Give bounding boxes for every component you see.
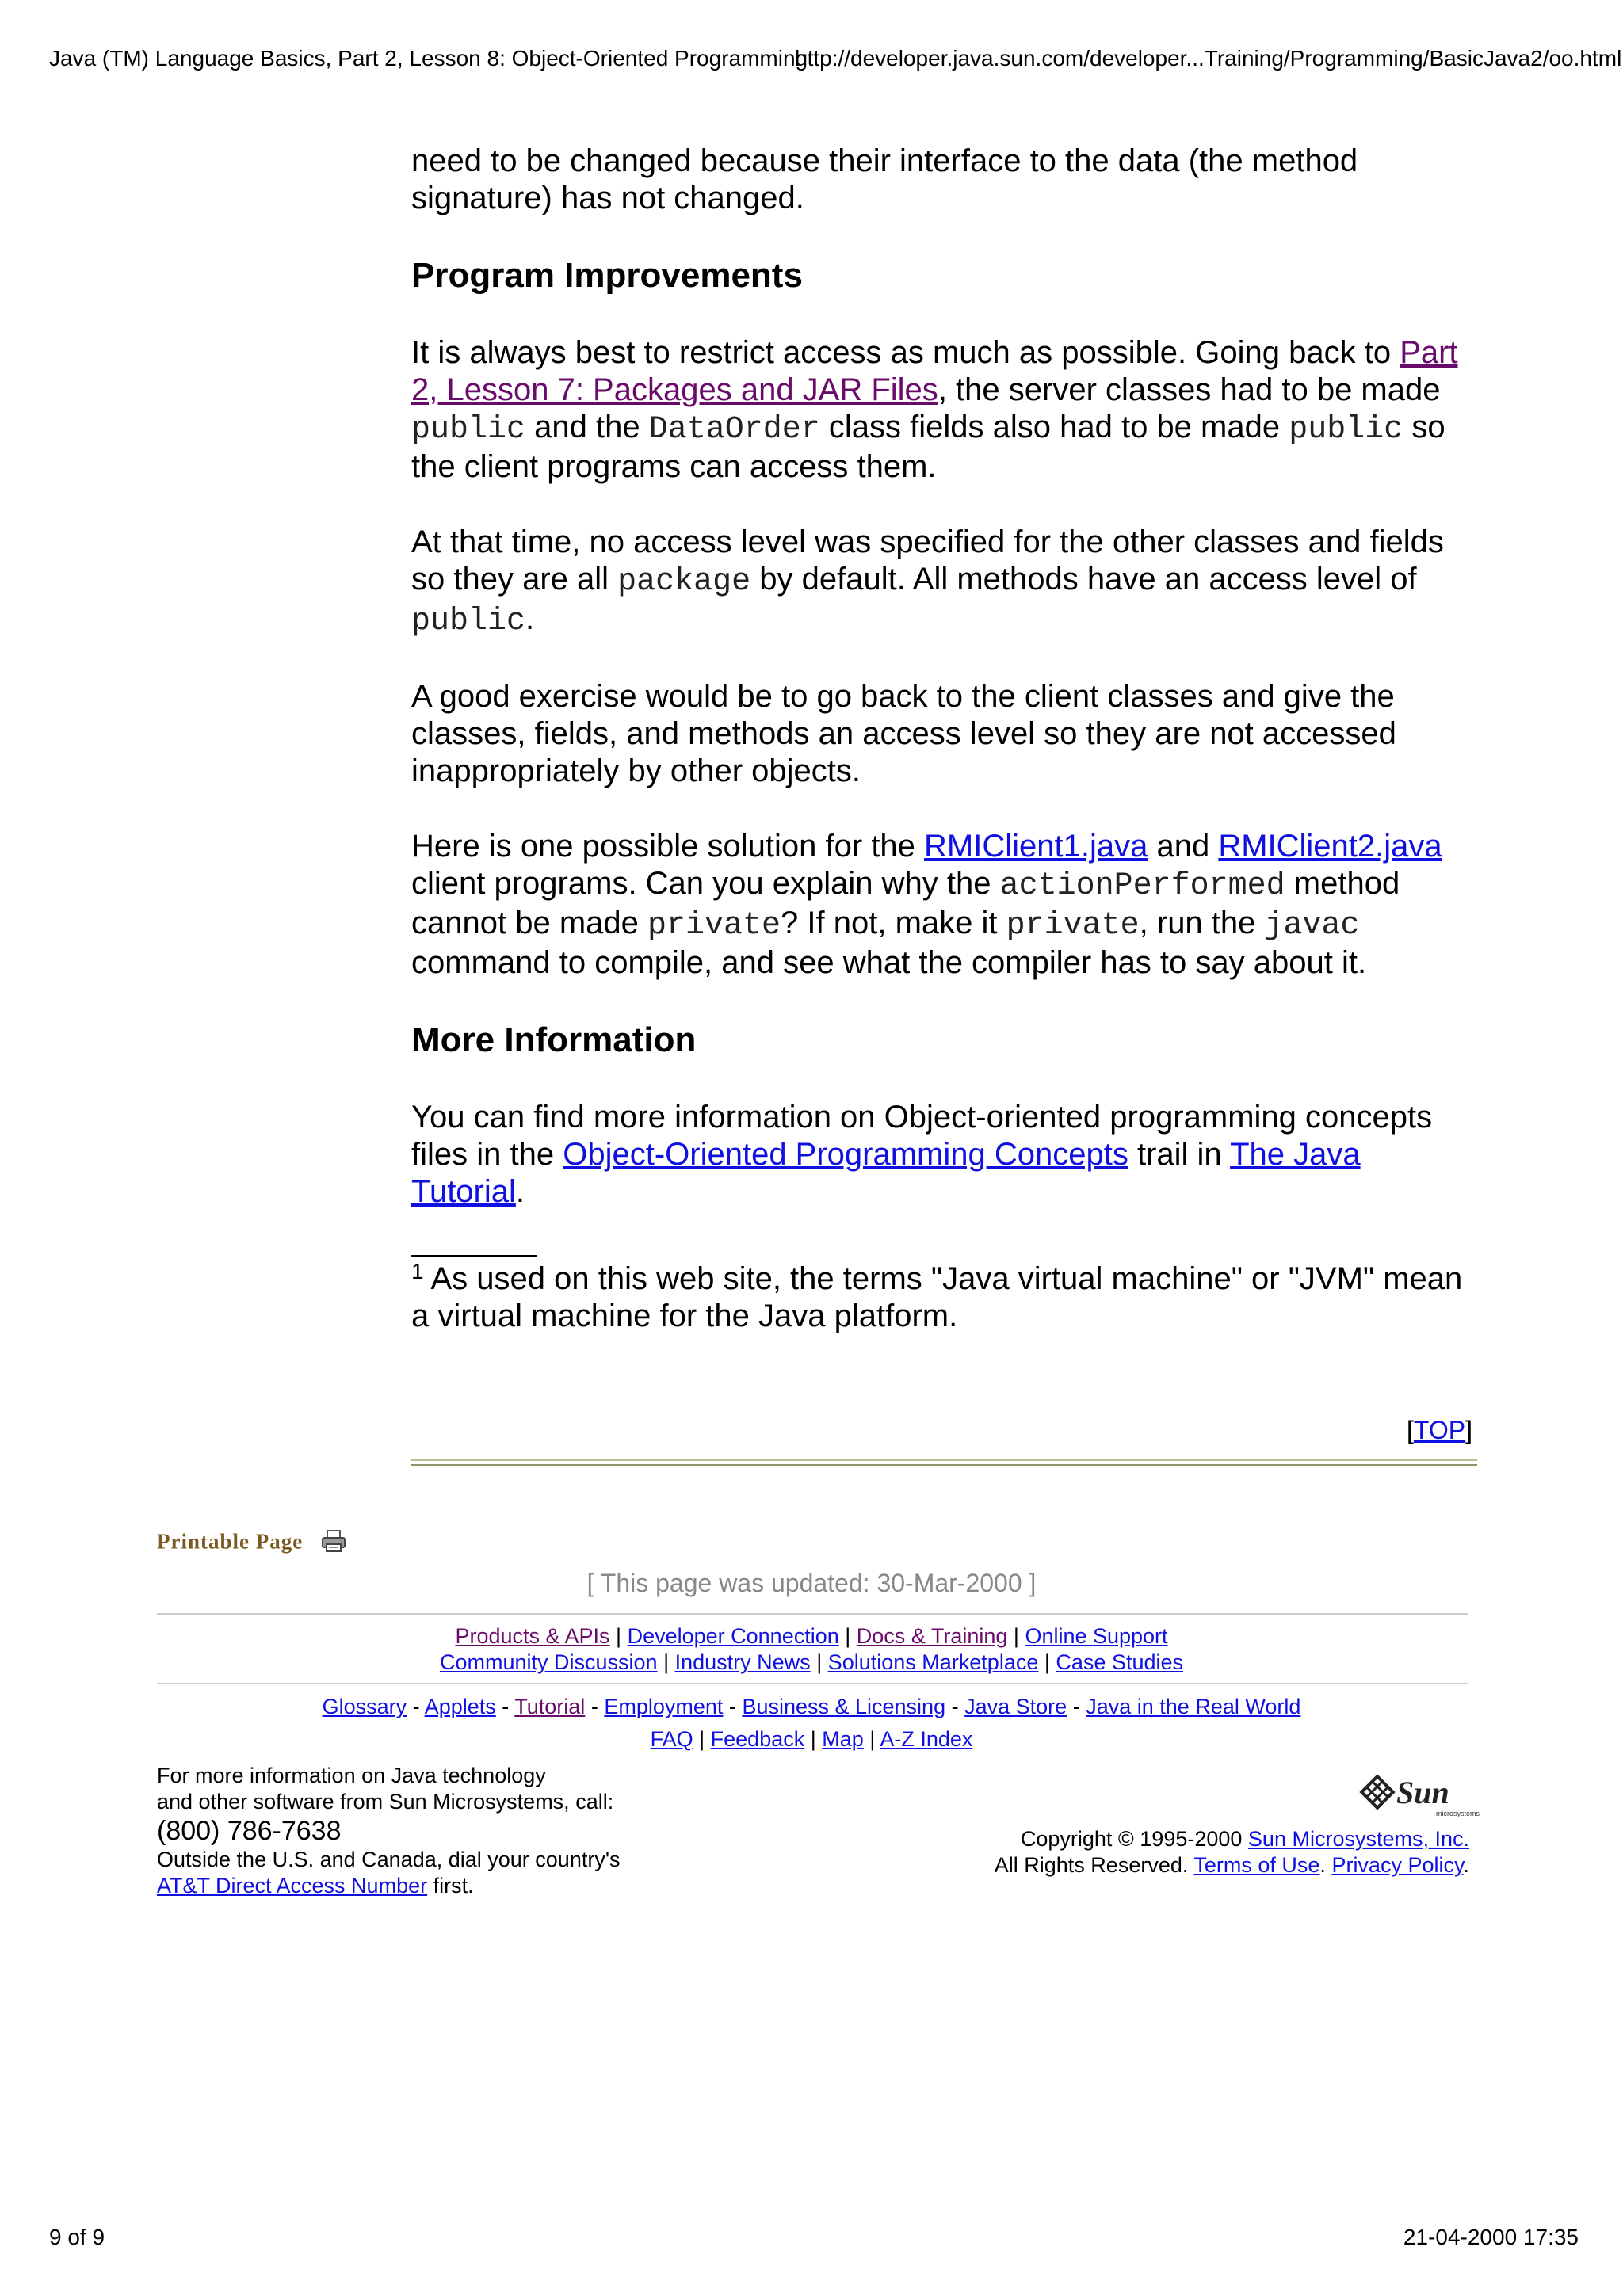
nav-business-licensing[interactable]: Business & Licensing (742, 1695, 946, 1718)
separator: | (845, 1624, 851, 1648)
text: client programs. Can you explain why the (411, 866, 1000, 901)
text: . (515, 1174, 525, 1209)
top-link-wrapper (1407, 1416, 1472, 1445)
sun-microsystems-link[interactable]: Sun Microsystems, Inc. (1247, 1827, 1469, 1851)
code-public: public (1289, 412, 1403, 448)
nav-solutions-marketplace[interactable]: Solutions Marketplace (827, 1650, 1039, 1674)
contact-phone: (800) 786-7638 (157, 1816, 342, 1846)
content-divider (411, 1459, 1477, 1466)
printer-icon (320, 1529, 347, 1558)
bracket: [ (1407, 1416, 1414, 1444)
separator: | (816, 1650, 823, 1674)
link-lesson7[interactable]: Part 2, Lesson 7: Packages and JAR Files (411, 335, 1458, 407)
text: Here is one possible solution for the (411, 829, 925, 864)
link-rmiclient1[interactable]: RMIClient1.java (924, 829, 1148, 864)
footer-nav-help (0, 1727, 1623, 1752)
code-public: public (411, 604, 526, 639)
code-javac: javac (1264, 908, 1360, 944)
contact-line: For more information on Java technology (157, 1764, 546, 1787)
intro-paragraph: need to be changed because their interface to the data (the method signature) has not changed. (411, 143, 1358, 215)
paragraph-exercise: A good exercise would be to go back to the client classes and give the classes, fields, and methods an access level so they are not accessed inappropriately by other objects. (411, 679, 1396, 788)
footnote-rule (411, 1255, 537, 1257)
separator: | (810, 1727, 816, 1751)
separator: - (590, 1695, 598, 1718)
text: You can find more information on Object-oriented programming concepts files in the (411, 1100, 1433, 1172)
text: and the (525, 410, 649, 444)
copyright (995, 1826, 1469, 1878)
article-body (411, 143, 1481, 1373)
top-link[interactable]: TOP (1413, 1416, 1466, 1444)
footnote-number: 1 (411, 1259, 424, 1283)
code-public: public (411, 412, 526, 448)
footer-nav-secondary (0, 1650, 1623, 1675)
nav-feedback[interactable]: Feedback (710, 1727, 805, 1751)
text: and (1148, 829, 1219, 864)
separator: | (1013, 1624, 1019, 1648)
separator: - (951, 1695, 959, 1718)
separator: | (869, 1727, 876, 1751)
code-package: package (617, 564, 751, 600)
contact-line: Outside the U.S. and Canada, dial your country's (157, 1848, 621, 1871)
nav-az-index[interactable]: A-Z Index (880, 1727, 973, 1751)
separator: - (412, 1695, 420, 1718)
paragraph-restrict-access (411, 334, 1481, 486)
sun-logo-text: Sun (1396, 1775, 1449, 1810)
code-dataorder: DataOrder (648, 412, 820, 448)
code-actionperformed: actionPerformed (999, 868, 1285, 904)
separator: - (1072, 1695, 1080, 1718)
print-datetime: 21-04-2000 17:35 (1403, 2225, 1579, 2249)
text: first. (427, 1874, 474, 1897)
nav-developer-connection[interactable]: Developer Connection (627, 1624, 839, 1648)
text: It is always best to restrict access as much as possible. Going back to (411, 335, 1400, 370)
printable-page-button[interactable] (157, 1529, 347, 1558)
text: method cannot be made (411, 866, 1400, 940)
text: Copyright © 1995-2000 (1020, 1827, 1248, 1851)
sun-logo-mark (1361, 1776, 1393, 1808)
nav-java-store[interactable]: Java Store (964, 1695, 1067, 1718)
nav-faq[interactable]: FAQ (650, 1727, 693, 1751)
heading-program-improvements: Program Improvements (411, 256, 803, 295)
text: All Rights Reserved. (994, 1853, 1194, 1877)
separator: | (699, 1727, 705, 1751)
footer-divider (157, 1683, 1468, 1684)
text: . (1463, 1853, 1469, 1877)
contact-info (157, 1763, 620, 1899)
bracket: ] (1465, 1416, 1472, 1444)
paragraph-more-info (411, 1099, 1481, 1211)
text: by default. All methods have an access level of (750, 562, 1417, 597)
contact-line: and other software from Sun Microsystems, call: (157, 1790, 614, 1814)
link-rmiclient2[interactable]: RMIClient2.java (1218, 829, 1442, 864)
print-header-url: http://developer.java.sun.com/developer...Training/Programming/BasicJava2/oo.html (795, 46, 1622, 71)
separator: - (728, 1695, 736, 1718)
nav-online-support[interactable]: Online Support (1025, 1624, 1168, 1648)
footer-divider (157, 1613, 1468, 1615)
copyright-line (995, 1852, 1469, 1878)
code-private: private (647, 908, 781, 944)
footnote (411, 1261, 1481, 1335)
footer-nav-primary (0, 1624, 1623, 1649)
privacy-policy-link[interactable]: Privacy Policy (1331, 1853, 1464, 1877)
nav-glossary[interactable]: Glossary (322, 1695, 407, 1718)
print-page-number: 9 of 9 (49, 2225, 105, 2249)
footer-nav-resources (0, 1695, 1623, 1719)
contact-line (157, 1873, 620, 1899)
footnote-text: As used on this web site, the terms "Java virtual machine" or "JVM" mean a virtual machine for the Java platform. (411, 1261, 1463, 1333)
nav-community-discussion[interactable]: Community Discussion (439, 1650, 658, 1674)
link-oop-concepts[interactable]: Object-Oriented Programming Concepts (563, 1137, 1128, 1172)
text: At that time, no access level was specified for the other classes and fields so they are all (411, 524, 1444, 597)
code-private: private (1006, 908, 1140, 944)
print-header-title: Java (TM) Language Basics, Part 2, Lesson 8: Object-Oriented Programming (49, 46, 808, 71)
text: so the client programs can access them. (411, 410, 1445, 484)
sun-logo-sub: microsystems (1436, 1810, 1480, 1817)
text: ? If not, make it (781, 906, 1006, 940)
nav-industry-news[interactable]: Industry News (674, 1650, 811, 1674)
nav-employment[interactable]: Employment (604, 1695, 724, 1718)
nav-docs-training[interactable]: Docs & Training (856, 1624, 1008, 1648)
att-direct-access-link[interactable]: AT&T Direct Access Number (157, 1874, 428, 1897)
text: trail in (1128, 1137, 1231, 1172)
heading-more-information: More Information (411, 1020, 697, 1059)
nav-tutorial[interactable]: Tutorial (514, 1695, 586, 1718)
separator: | (663, 1650, 670, 1674)
copyright-line (995, 1826, 1469, 1852)
nav-map[interactable]: Map (822, 1727, 864, 1751)
terms-of-use-link[interactable]: Terms of Use (1193, 1853, 1320, 1877)
separator: - (502, 1695, 510, 1718)
separator: | (616, 1624, 622, 1648)
text: , run the (1139, 906, 1265, 940)
paragraph-access-level (411, 524, 1481, 640)
nav-java-real-world[interactable]: Java in the Real World (1086, 1695, 1301, 1718)
text: class fields also had to be made (819, 410, 1289, 444)
nav-applets[interactable]: Applets (424, 1695, 496, 1718)
text: . (525, 601, 535, 636)
page-updated: [ This page was updated: 30-Mar-2000 ] (586, 1569, 1037, 1597)
text: , the server classes had to be made (938, 372, 1441, 407)
paragraph-solution (411, 828, 1481, 982)
text: command to compile, and see what the compiler has to say about it. (411, 945, 1367, 980)
printable-page-label: Printable Page (157, 1529, 304, 1554)
link-java-tutorial[interactable]: The Java Tutorial (411, 1137, 1361, 1209)
separator: | (1044, 1650, 1050, 1674)
nav-case-studies[interactable]: Case Studies (1056, 1650, 1183, 1674)
sun-logo[interactable] (1361, 1775, 1480, 1828)
nav-products-apis[interactable]: Products & APIs (455, 1624, 610, 1648)
text: . (1319, 1853, 1332, 1877)
